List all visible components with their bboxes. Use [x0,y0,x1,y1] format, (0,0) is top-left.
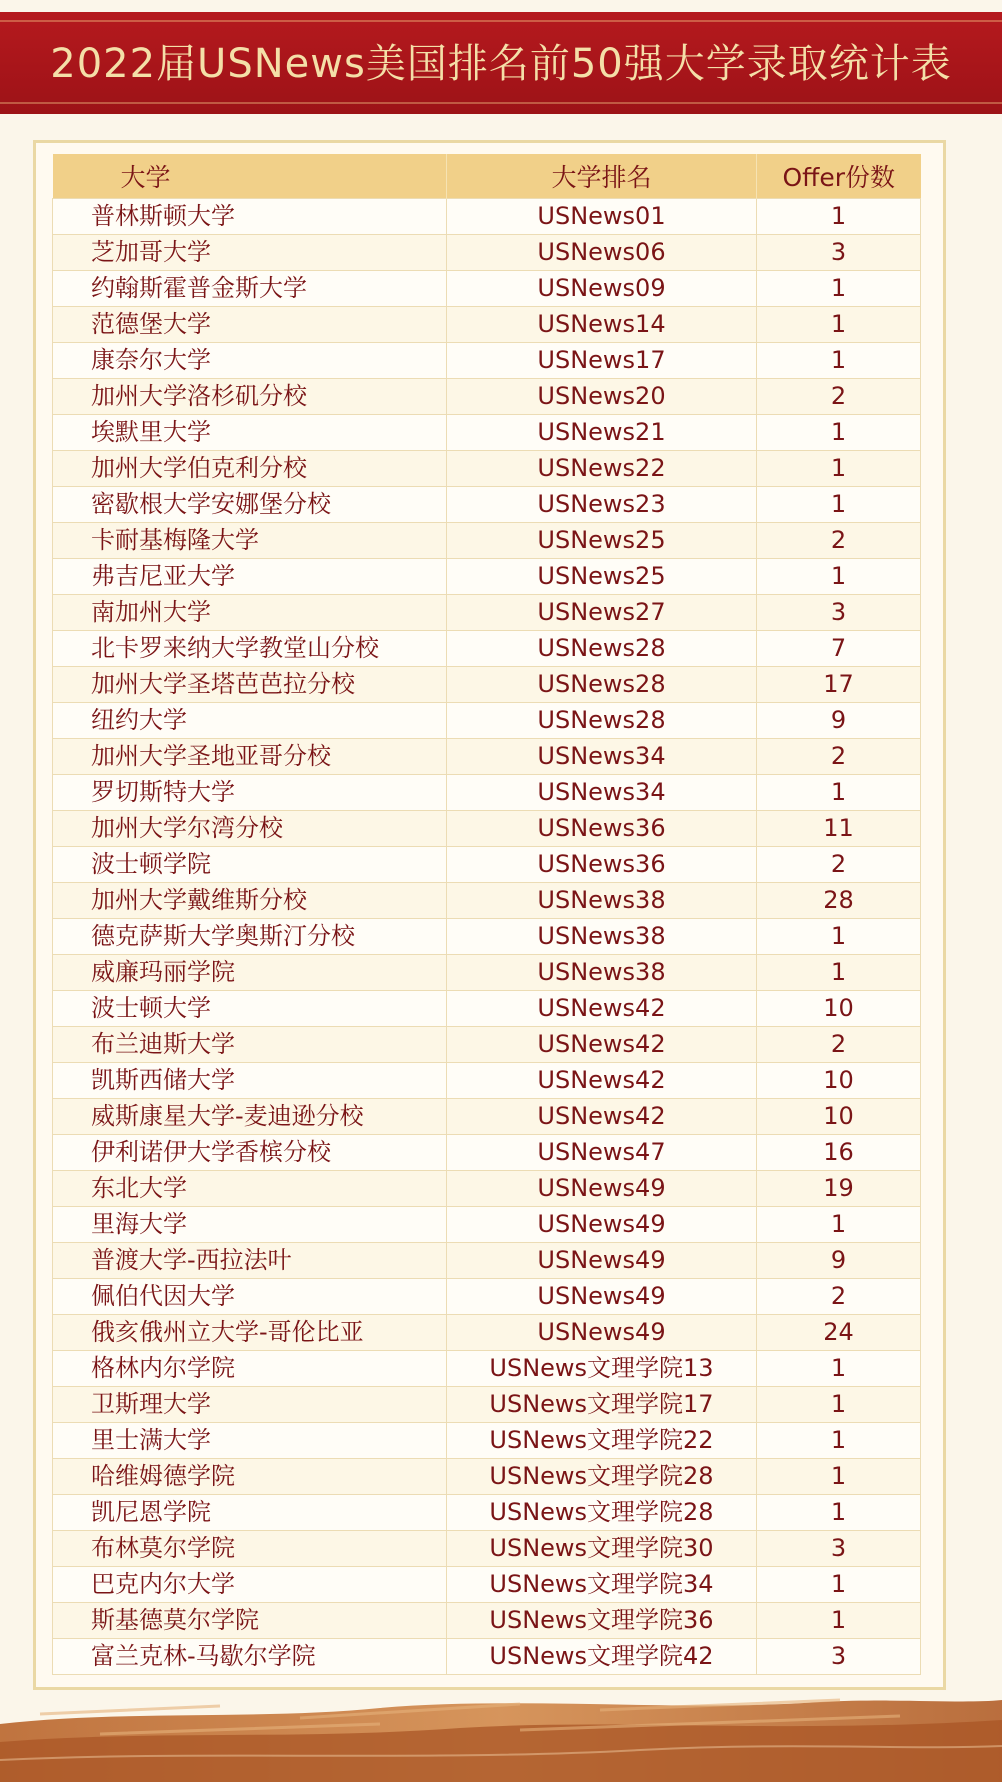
header-ranking: 大学排名 [447,154,757,199]
table-row [53,1603,921,1639]
brush-stroke-decoration [0,1690,1002,1782]
table-row [53,1135,921,1171]
university-rank: USNews38 [447,955,757,991]
offer-count: 1 [757,199,921,235]
offer-count: 2 [757,739,921,775]
offer-count: 1 [757,1423,921,1459]
offer-count: 1 [757,487,921,523]
university-rank: USNews38 [447,919,757,955]
offer-count: 17 [757,667,921,703]
university-rank: USNews文理学院42 [447,1639,757,1675]
offer-count: 3 [757,595,921,631]
university-name: 加州大学洛杉矶分校 [53,379,447,415]
university-rank: USNews49 [447,1243,757,1279]
table-row [53,847,921,883]
university-rank: USNews06 [447,235,757,271]
offer-count: 1 [757,343,921,379]
university-name: 芝加哥大学 [53,235,447,271]
offer-count: 24 [757,1315,921,1351]
university-name: 约翰斯霍普金斯大学 [53,271,447,307]
offer-count: 1 [757,1495,921,1531]
table-header-row [53,154,921,199]
table-row [53,343,921,379]
offer-count: 28 [757,883,921,919]
university-name: 伊利诺伊大学香槟分校 [53,1135,447,1171]
table-row [53,1099,921,1135]
university-name: 威廉玛丽学院 [53,955,447,991]
university-name: 康奈尔大学 [53,343,447,379]
offer-count: 1 [757,451,921,487]
table-row [53,595,921,631]
university-name: 范德堡大学 [53,307,447,343]
university-name: 罗切斯特大学 [53,775,447,811]
university-name: 布林莫尔学院 [53,1531,447,1567]
university-rank: USNews文理学院13 [447,1351,757,1387]
university-rank: USNews42 [447,1027,757,1063]
university-name: 里士满大学 [53,1423,447,1459]
university-name: 普林斯顿大学 [53,199,447,235]
table-row [53,1387,921,1423]
university-name: 斯基德莫尔学院 [53,1603,447,1639]
university-name: 凯尼恩学院 [53,1495,447,1531]
offer-count: 1 [757,1351,921,1387]
university-rank: USNews文理学院28 [447,1459,757,1495]
university-rank: USNews42 [447,1099,757,1135]
university-rank: USNews36 [447,811,757,847]
university-rank: USNews49 [447,1171,757,1207]
university-name: 哈维姆德学院 [53,1459,447,1495]
table-row [53,451,921,487]
university-name: 里海大学 [53,1207,447,1243]
university-name: 密歇根大学安娜堡分校 [53,487,447,523]
university-name: 加州大学伯克利分校 [53,451,447,487]
table-row [53,1243,921,1279]
offer-count: 1 [757,1567,921,1603]
offer-count: 1 [757,775,921,811]
table-row [53,1315,921,1351]
table-row [53,631,921,667]
offer-count: 1 [757,955,921,991]
table-row [53,559,921,595]
table-row [53,307,921,343]
university-rank: USNews23 [447,487,757,523]
page-title: 2022届USNews美国排名前50强大学录取统计表 [50,41,952,87]
university-rank: USNews28 [447,667,757,703]
table-row [53,1279,921,1315]
table-row [53,271,921,307]
university-name: 加州大学圣地亚哥分校 [53,739,447,775]
university-name: 格林内尔学院 [53,1351,447,1387]
offer-count: 10 [757,991,921,1027]
table-row [53,235,921,271]
university-rank: USNews34 [447,775,757,811]
university-name: 波士顿大学 [53,991,447,1027]
university-rank: USNews01 [447,199,757,235]
university-name: 凯斯西储大学 [53,1063,447,1099]
offer-count: 2 [757,1027,921,1063]
university-rank: USNews27 [447,595,757,631]
offer-count: 3 [757,1531,921,1567]
table-row [53,1027,921,1063]
university-rank: USNews28 [447,703,757,739]
header-offers: Offer份数 [757,154,921,199]
university-rank: USNews49 [447,1315,757,1351]
university-rank: USNews42 [447,991,757,1027]
table-row [53,991,921,1027]
offer-count: 9 [757,1243,921,1279]
offer-count: 1 [757,919,921,955]
table-row [53,811,921,847]
university-name: 布兰迪斯大学 [53,1027,447,1063]
offer-count: 1 [757,415,921,451]
offer-count: 7 [757,631,921,667]
university-rank: USNews文理学院17 [447,1387,757,1423]
table-row [53,1531,921,1567]
university-rank: USNews文理学院36 [447,1603,757,1639]
offer-count: 1 [757,1603,921,1639]
table-row [53,1567,921,1603]
offer-count: 1 [757,307,921,343]
university-rank: USNews文理学院22 [447,1423,757,1459]
university-rank: USNews34 [447,739,757,775]
university-rank: USNews49 [447,1279,757,1315]
university-rank: USNews文理学院30 [447,1531,757,1567]
table-row [53,1207,921,1243]
university-name: 南加州大学 [53,595,447,631]
offer-count: 2 [757,523,921,559]
university-rank: USNews25 [447,523,757,559]
table-row [53,1495,921,1531]
university-rank: USNews文理学院34 [447,1567,757,1603]
table-row [53,415,921,451]
university-name: 俄亥俄州立大学-哥伦比亚 [53,1315,447,1351]
table-row [53,919,921,955]
table-row [53,883,921,919]
university-rank: USNews47 [447,1135,757,1171]
table-row [53,739,921,775]
university-name: 纽约大学 [53,703,447,739]
table-row [53,487,921,523]
offer-count: 2 [757,379,921,415]
table-row [53,379,921,415]
university-name: 卫斯理大学 [53,1387,447,1423]
table-row [53,667,921,703]
university-name: 威斯康星大学-麦迪逊分校 [53,1099,447,1135]
university-name: 波士顿学院 [53,847,447,883]
university-rank: USNews49 [447,1207,757,1243]
university-rank: USNews22 [447,451,757,487]
offer-count: 9 [757,703,921,739]
university-name: 加州大学戴维斯分校 [53,883,447,919]
admission-table [52,154,921,1675]
offer-count: 2 [757,1279,921,1315]
university-rank: USNews38 [447,883,757,919]
table-row [53,1351,921,1387]
offer-count: 16 [757,1135,921,1171]
table-row [53,523,921,559]
offer-count: 1 [757,1387,921,1423]
university-rank: USNews42 [447,1063,757,1099]
university-rank: USNews09 [447,271,757,307]
offer-count: 1 [757,1207,921,1243]
offer-count: 1 [757,559,921,595]
offer-count: 11 [757,811,921,847]
offer-count: 10 [757,1099,921,1135]
offer-count: 2 [757,847,921,883]
university-name: 北卡罗来纳大学教堂山分校 [53,631,447,667]
university-name: 加州大学圣塔芭芭拉分校 [53,667,447,703]
offer-count: 1 [757,271,921,307]
table-row [53,703,921,739]
university-name: 德克萨斯大学奥斯汀分校 [53,919,447,955]
university-name: 富兰克林-马歇尔学院 [53,1639,447,1675]
university-rank: USNews25 [447,559,757,595]
table-row [53,1423,921,1459]
table-row [53,1639,921,1675]
university-name: 加州大学尔湾分校 [53,811,447,847]
offer-count: 10 [757,1063,921,1099]
university-name: 巴克内尔大学 [53,1567,447,1603]
university-rank: USNews14 [447,307,757,343]
title-banner [0,12,1002,114]
table-row [53,775,921,811]
university-rank: USNews文理学院28 [447,1495,757,1531]
offer-count: 3 [757,1639,921,1675]
university-rank: USNews21 [447,415,757,451]
table-row [53,1063,921,1099]
university-rank: USNews17 [447,343,757,379]
university-rank: USNews20 [447,379,757,415]
university-name: 卡耐基梅隆大学 [53,523,447,559]
offer-count: 3 [757,235,921,271]
table-row [53,955,921,991]
university-name: 普渡大学-西拉法叶 [53,1243,447,1279]
university-rank: USNews36 [447,847,757,883]
table-row [53,199,921,235]
table-row [53,1459,921,1495]
table-row [53,1171,921,1207]
university-name: 埃默里大学 [53,415,447,451]
university-name: 东北大学 [53,1171,447,1207]
university-name: 弗吉尼亚大学 [53,559,447,595]
university-rank: USNews28 [447,631,757,667]
header-university: 大学 [53,154,447,199]
offer-count: 1 [757,1459,921,1495]
university-name: 佩伯代因大学 [53,1279,447,1315]
offer-count: 19 [757,1171,921,1207]
